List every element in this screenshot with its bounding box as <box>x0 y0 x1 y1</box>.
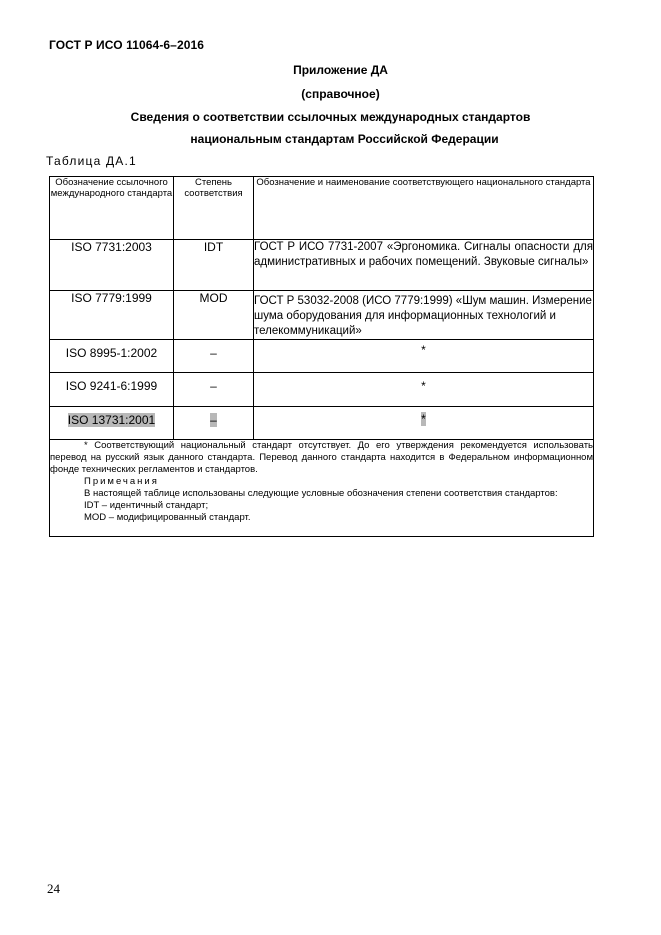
intl-standard-cell: ISO 7731:2003 <box>50 240 174 291</box>
page-number: 24 <box>47 881 60 896</box>
table-caption: Таблица ДА.1 <box>46 154 137 168</box>
notes-label: Примечания <box>84 476 159 487</box>
national-standard-cell: ГОСТ Р ИСО 7731-2007 «Эргономика. Сигналы опасности для административных и рабочих помещений. Звуковые сигналы» <box>254 240 594 291</box>
header-degree-of-conformity: Степень соответствия <box>174 177 254 240</box>
table-header-row <box>50 177 594 240</box>
highlighted-text: – <box>210 413 217 427</box>
header-national-standard: Обозначение и наименование соответствующего национального стандарта <box>254 177 594 240</box>
document-header: ГОСТ Р ИСО 11064-6–2016 <box>49 38 205 52</box>
note-idt: IDT – идентичный стандарт; <box>84 500 209 511</box>
intl-standard-cell: ISO 8995-1:2002 <box>50 340 174 373</box>
footnote-text: * Соответствующий национальный стандарт отсутствует. До его утверждения рекомендуется использовать перевод на русский язык данного стандарта. Перевод данного стандарта находится в Федеральном информационном фонде технических регламентов и стандартов. <box>50 440 593 475</box>
national-standard-cell <box>254 407 594 440</box>
standards-table <box>49 176 594 537</box>
table-notes <box>50 440 594 537</box>
highlighted-text: ISO 13731:2001 <box>67 413 156 427</box>
table-row <box>50 240 594 291</box>
national-standard-cell: * <box>254 340 594 373</box>
annex-subtitle: (справочное) <box>301 87 380 101</box>
intl-standard-cell <box>50 407 174 440</box>
header-international-standard: Обозначение ссылочного международного стандарта <box>50 177 174 240</box>
table-row <box>50 373 594 407</box>
note-mod: MOD – модифицированный стандарт. <box>84 512 251 523</box>
national-standard-cell: * <box>254 373 594 407</box>
intl-standard-cell: ISO 9241-6:1999 <box>50 373 174 407</box>
table-row <box>50 340 594 373</box>
intl-standard-cell: ISO 7779:1999 <box>50 291 174 340</box>
annex-title: Приложение ДА <box>293 63 388 77</box>
table-row <box>50 291 594 340</box>
degree-cell: IDT <box>174 240 254 291</box>
degree-cell: – <box>174 373 254 407</box>
annex-heading-line-2: национальным стандартам Российской Федерации <box>190 132 499 146</box>
highlighted-text: * <box>421 412 426 426</box>
degree-cell: – <box>174 340 254 373</box>
national-standard-cell: ГОСТ Р 53032-2008 (ИСО 7779:1999) «Шум машин. Измерение шума оборудования для информационных технологий и телекоммуникаций» <box>254 291 594 340</box>
table-row-highlighted <box>50 407 594 440</box>
degree-cell <box>174 407 254 440</box>
degree-cell: MOD <box>174 291 254 340</box>
annex-heading-line-1: Сведения о соответствии ссылочных международных стандартов <box>130 110 531 124</box>
notes-intro: В настоящей таблице использованы следующие условные обозначения степени соответствия стандартов: <box>84 488 558 499</box>
table-notes-row <box>50 440 594 537</box>
